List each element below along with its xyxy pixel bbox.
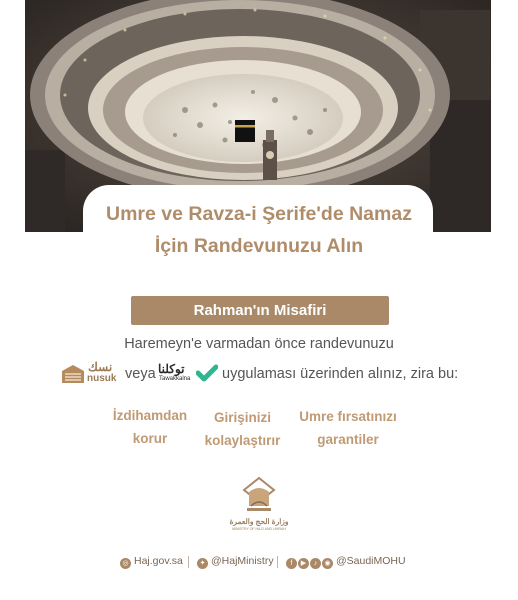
benefit-line-1: Umre fırsatınızı: [299, 409, 397, 424]
ministry-logo: [0, 476, 518, 536]
benefit-item-entry: [190, 406, 295, 452]
benefit-line-2: garantiler: [317, 432, 379, 447]
tiktok-icon[interactable]: ♪: [310, 558, 321, 569]
ministry-emblem-icon: [241, 476, 277, 514]
nusuk-latin-text: nusuk: [87, 373, 117, 384]
nusuk-arabic-text: نسك: [88, 360, 113, 374]
footer-social-links[interactable]: [286, 555, 406, 569]
benefit-item-guarantee: [288, 405, 408, 451]
ministry-english-name: MINISTRY OF HAJJ AND UMRAH: [232, 527, 286, 531]
website-text: Haj.gov.sa: [134, 555, 183, 567]
footer: [0, 553, 518, 573]
intro-text-line-1: Haremeyn'e varmadan önce randevunuzu: [124, 336, 394, 352]
page-title-line-2: İçin Randevunuzu Alın: [154, 235, 364, 257]
intro-text-line-2: [0, 361, 518, 387]
nusuk-icon: [60, 361, 86, 387]
twitter-handle: @HajMinistry: [211, 555, 274, 567]
youtube-icon[interactable]: ▶: [298, 558, 309, 569]
footer-divider: [188, 556, 189, 568]
ministry-arabic-name: وزارة الحج والعمرة: [229, 517, 289, 526]
tawakkalna-icon: [196, 363, 218, 383]
nusuk-logo: [60, 361, 120, 387]
social-handle: @SaudiMOHU: [336, 555, 406, 567]
benefit-line-2: kolaylaştırır: [204, 433, 281, 448]
facebook-icon[interactable]: f: [286, 558, 297, 569]
twitter-icon: ✦: [197, 558, 208, 569]
intro-line-2-rest: uygulaması üzerinden alınız, zira bu:: [222, 366, 459, 382]
benefit-line-2: korur: [132, 431, 168, 446]
footer-divider: [277, 556, 278, 568]
guests-of-rahman-badge: Rahman'ın Misafiri: [131, 296, 389, 325]
website-icon: ◎: [120, 558, 131, 569]
benefit-item-crowding: [95, 404, 205, 450]
benefit-line-1: Girişinizi: [213, 410, 271, 425]
tawakkalna-latin-text: Tawakkalna: [159, 376, 191, 382]
benefit-line-1: İzdihamdan: [112, 408, 188, 423]
tawakkalna-logo: [158, 359, 218, 387]
tawakkalna-arabic-text: توكلنا: [158, 362, 185, 376]
connector-text: veya: [125, 366, 156, 382]
instagram-icon[interactable]: ◉: [322, 558, 333, 569]
footer-website-link[interactable]: [120, 555, 183, 569]
page-title-line-1: Umre ve Ravza-i Şerife'de Namaz: [106, 203, 412, 225]
footer-twitter-link[interactable]: [197, 555, 274, 569]
